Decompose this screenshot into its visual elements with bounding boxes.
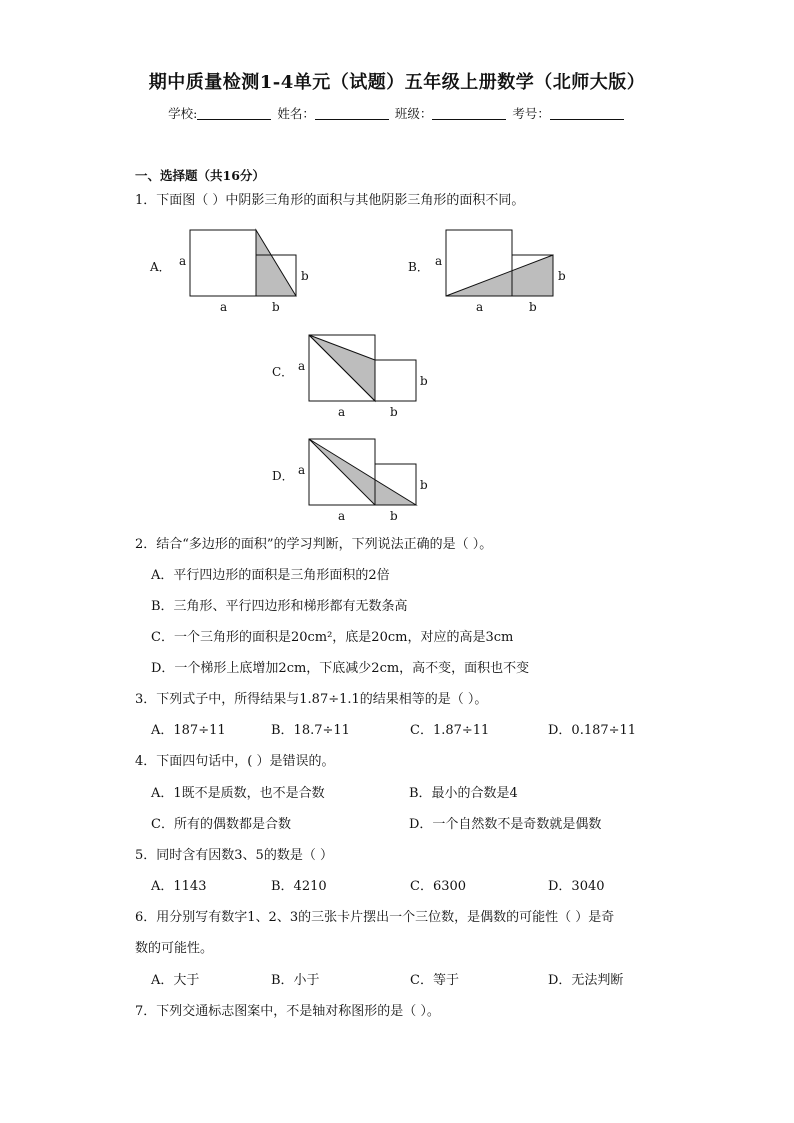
exam-number-label: 考号：	[512, 106, 550, 121]
figure-c	[272, 333, 442, 423]
question-3-option-b[interactable]: B．18.7÷11	[271, 723, 350, 738]
figure-b-label: B．	[408, 260, 429, 274]
figure-c-square-b	[375, 360, 416, 401]
question-4-stem: 4．下面四句话中，( ）是错误的。	[135, 754, 335, 769]
figure-a-square-a	[190, 230, 256, 296]
question-2-stem: 2．结合“多边形的面积”的学习判断，下列说法正确的是（ ）。	[135, 537, 493, 552]
question-5-option-d[interactable]: D．3040	[548, 879, 605, 894]
figure-b-shaded-triangle	[446, 255, 553, 296]
figure-c-side-a: a	[298, 359, 306, 373]
figure-c-bottom-b: b	[390, 405, 398, 419]
figure-c-label: C．	[272, 365, 294, 379]
figure-b-bottom-b: b	[529, 300, 537, 314]
name-label: 姓名：	[277, 106, 315, 121]
section-title: 一、选择题（共16分）	[135, 168, 265, 183]
question-5-option-b[interactable]: B．4210	[271, 879, 327, 894]
figure-a-side-b: b	[301, 269, 309, 283]
figure-a-bottom-b: b	[272, 300, 280, 314]
class-label: 班级：	[394, 106, 433, 121]
question-5-option-a[interactable]: A．1143	[151, 879, 207, 894]
question-6-option-c[interactable]: C．等于	[410, 973, 459, 988]
question-6-stem-line-2: 数的可能性。	[135, 941, 214, 956]
figure-d-label: D．	[272, 469, 294, 483]
figure-a-bottom-a: a	[220, 300, 228, 314]
question-1-stem: 1．下面图（ ）中阴影三角形的面积与其他阴影三角形的面积不同。	[135, 193, 525, 208]
figure-a	[150, 228, 310, 318]
figure-b	[408, 228, 578, 318]
student-info-line	[0, 104, 794, 122]
question-6-stem-line-1: 6．用分别写有数字1、2、3的三张卡片摆出一个三位数，是偶数的可能性（ ）是奇	[135, 910, 615, 925]
question-5-option-c[interactable]: C．6300	[410, 879, 467, 894]
question-4-option-c[interactable]: C．所有的偶数都是合数	[151, 817, 291, 832]
question-2-option-b[interactable]: B．三角形、平行四边形和梯形都有无数条高	[151, 599, 408, 614]
question-2-option-d[interactable]: D．一个梯形上底增加2cm，下底减少2cm，高不变，面积也不变	[151, 661, 530, 676]
figure-c-bottom-a: a	[338, 405, 346, 419]
figure-d-side-a: a	[298, 463, 306, 477]
figure-d-bottom-a: a	[338, 509, 346, 523]
question-2-option-c[interactable]: C．一个三角形的面积是20cm²，底是20cm，对应的高是3cm	[151, 630, 514, 645]
figure-c-side-b: b	[420, 374, 428, 388]
question-3-option-c[interactable]: C．1.87÷11	[410, 723, 490, 738]
question-3-stem: 3．下列式子中，所得结果与1.87÷1.1的结果相等的是（ ）。	[135, 692, 488, 707]
school-label: 学校:	[168, 106, 198, 121]
name-blank	[315, 107, 389, 120]
figure-a-shaded-triangle	[256, 230, 296, 296]
class-blank	[432, 107, 506, 120]
question-6-option-a[interactable]: A．大于	[151, 973, 200, 988]
figure-b-side-a: a	[435, 254, 443, 268]
question-4-option-a[interactable]: A．1既不是质数，也不是合数	[151, 786, 325, 801]
figure-d-shaded-triangle	[309, 439, 416, 505]
question-4-option-d[interactable]: D．一个自然数不是奇数就是偶数	[409, 817, 602, 832]
exam-number-blank	[550, 107, 624, 120]
question-3-option-d[interactable]: D．0.187÷11	[548, 723, 637, 738]
question-4-option-b[interactable]: B．最小的合数是4	[409, 786, 518, 801]
figure-a-label: A．	[150, 260, 171, 274]
question-3-option-a[interactable]: A．187÷11	[151, 723, 226, 738]
figure-a-side-a: a	[179, 254, 187, 268]
question-5-stem: 5．同时含有因数3、5的数是（ ）	[135, 848, 333, 863]
figure-d	[272, 437, 442, 527]
question-2-option-a[interactable]: A．平行四边形的面积是三角形面积的2倍	[151, 568, 390, 583]
question-6-option-b[interactable]: B．小于	[271, 973, 320, 988]
question-6-option-d[interactable]: D．无法判断	[548, 973, 624, 988]
figure-b-side-b: b	[558, 269, 566, 283]
figure-d-side-b: b	[420, 478, 428, 492]
question-7-stem: 7．下列交通标志图案中，不是轴对称图形的是（ ）。	[135, 1004, 440, 1019]
school-blank	[197, 107, 271, 120]
figure-b-bottom-a: a	[476, 300, 484, 314]
page-title: 期中质量检测1-4单元（试题）五年级上册数学（北师大版）	[148, 72, 646, 93]
figure-d-bottom-b: b	[390, 509, 398, 523]
